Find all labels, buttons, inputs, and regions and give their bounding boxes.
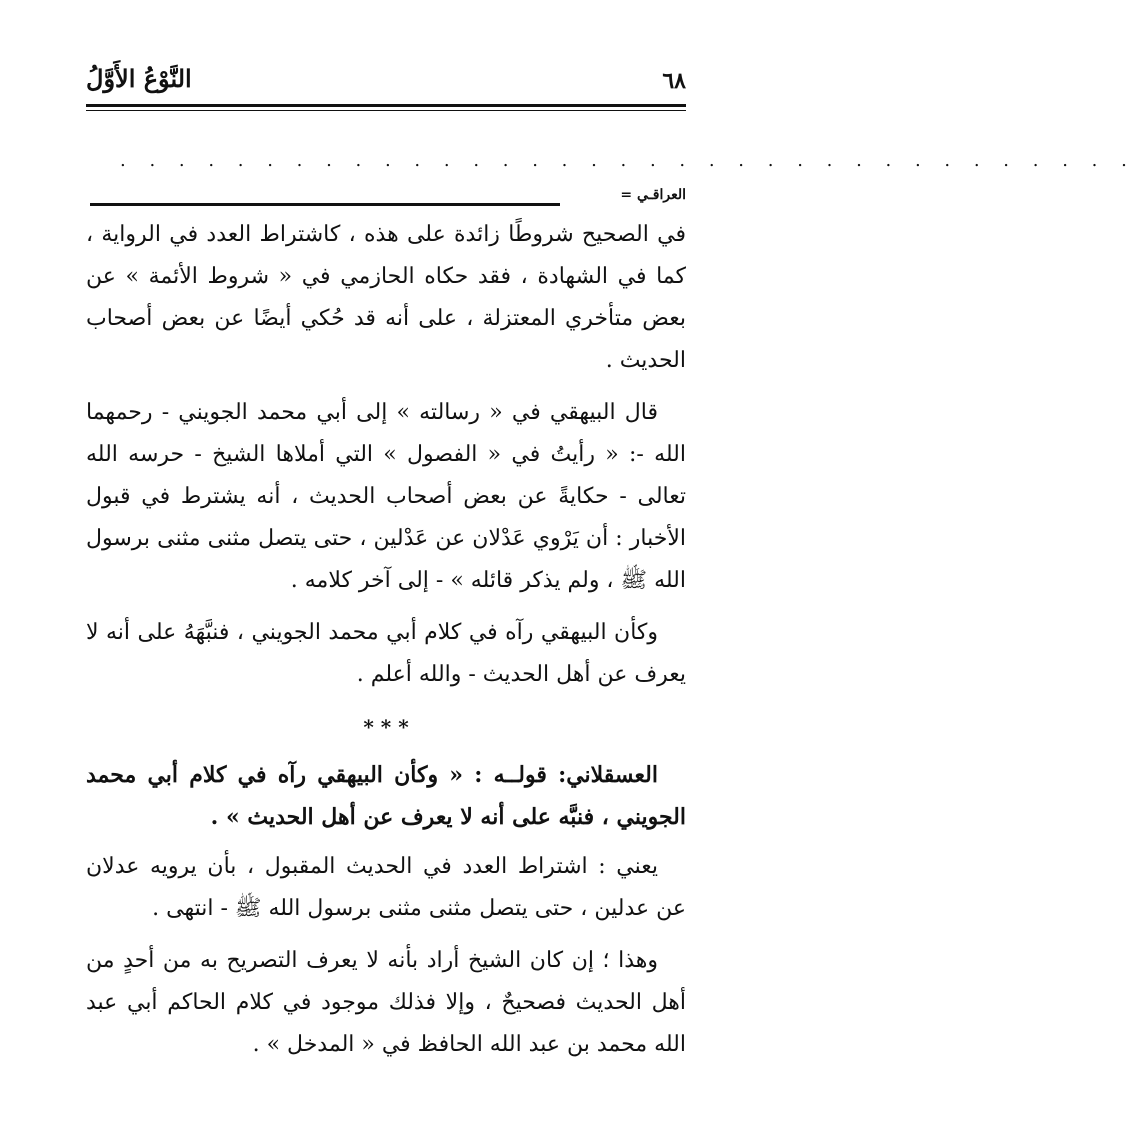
paragraph-2: قال البيهقي في « رسالته » إلى أبي محمد الجويني - رحمهما الله -: « رأيتُ في « الفصول » التي أملاها الشيخ - حرسه الله تعالى - حكايةً عن بعض أصحاب الحديث ، أنه يشترط في قبول الأخبار : أن يَرْوي عَدْلان عن عَدْلين ، حتى يتصل مثنى مثنى برسول الله ﷺ ، ولم يذكر قائله » - إلى آخر كلامه . xyxy=(86,400,686,593)
footnote-rule xyxy=(90,203,560,206)
footnote-marker: العراقـي = xyxy=(620,187,686,203)
header-rule-thin xyxy=(86,110,686,111)
paragraph-4-text: قولــه : « وكأن البيهقي رآه في كلام أبي محمد الجويني ، فنبَّه على أنه لا يعرف عن أهل الحديث » . xyxy=(86,762,686,830)
page-header xyxy=(86,62,686,102)
paragraph-5: يعني : اشتراط العدد في الحديث المقبول ، بأن يرويه عدلان عن عدلين ، حتى يتصل مثنى مثنى برسول الله ﷺ - انتهى . xyxy=(86,854,686,921)
paragraph-4 xyxy=(86,754,686,838)
chapter-title: النَّوْعُ الأَوَّلُ xyxy=(86,64,192,93)
paragraph-1: في الصحيح شروطًا زائدة على هذه ، كاشتراط العدد في الرواية ، كما في الشهادة ، فقد حكاه الحازمي في « شروط الأئمة » عن بعض متأخري المعتزلة ، على أنه قد حُكي أيضًا عن بعض أصحاب الحديث . xyxy=(86,222,686,373)
page-number: ٦٨ xyxy=(662,68,686,94)
paragraph-3: وكأن البيهقي رآه في كلام أبي محمد الجويني ، فنبَّهَهُ على أنه لا يعرف عن أهل الحديث - والله أعلم . xyxy=(86,620,686,687)
commentator-label: العسقلاني: xyxy=(558,762,658,788)
header-rule-thick xyxy=(86,104,686,107)
dotted-separator: . . . . . . . . . . . . . . . . . . . . . . . . . . . . . . . . . . . xyxy=(120,150,1136,171)
paragraph-6: وهذا ؛ إن كان الشيخ أراد بأنه لا يعرف التصريح به من أحدٍ من أهل الحديث فصحيحٌ ، وإلا فذلك موجود في كلام الحاكم أبي عبد الله محمد بن عبد الله الحافظ في « المدخل » . xyxy=(86,948,686,1057)
section-divider-stars: * * * xyxy=(363,715,409,739)
page-body xyxy=(86,214,686,1076)
